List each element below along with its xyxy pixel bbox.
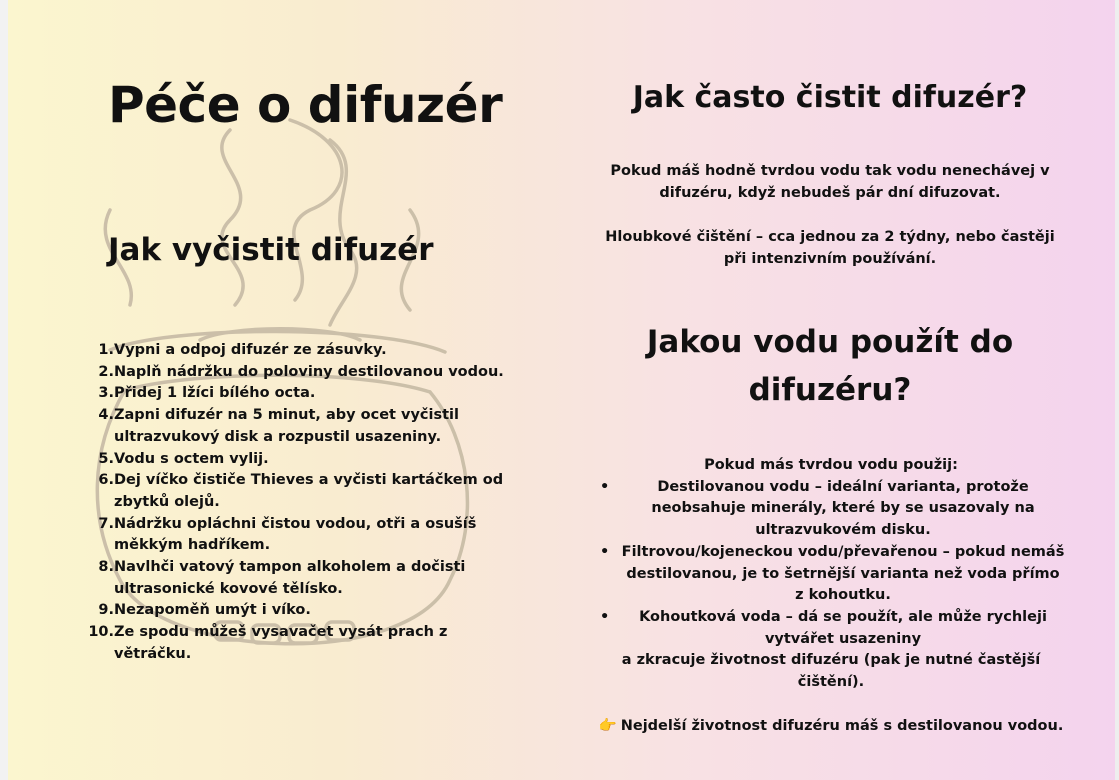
step-text: Vodu s octem vylij. (114, 450, 269, 467)
water-options-list (596, 477, 1066, 651)
water-option-text: Kohoutková voda – dá se použít, ale může rychleji vytvářet usazeniny (639, 608, 1047, 647)
page-right-edge (1115, 0, 1119, 780)
final-tip (596, 716, 1066, 738)
list-item (88, 470, 528, 513)
step-text: Nádržku opláchni čistou vodou, otři a osušíš měkkým hadříkem. (114, 515, 477, 554)
list-item (596, 607, 1066, 650)
step-number: 7. (98, 515, 114, 532)
step-number: 1. (98, 342, 114, 358)
cleaning-steps-list (88, 340, 528, 666)
hard-water-paragraph: Pokud máš hodně tvrdou vodu tak vodu nenechávej v difuzéru, když nebudeš pár dní difuzovat. (610, 163, 1050, 201)
step-text: Naplň nádržku do poloviny destilovanou vodou. (114, 363, 504, 380)
list-item (88, 362, 528, 384)
step-text: Nezapoměň umýt i víko. (114, 602, 311, 619)
list-item (88, 383, 528, 405)
page-title: Péče o difuzér (108, 76, 503, 134)
step-text: Zapni difuzér na 5 minut, aby ocet vyčistil ultrazvukový disk a rozpustil usazeniny. (114, 407, 459, 445)
bullet-icon: • (600, 608, 610, 625)
step-number: 5. (98, 450, 114, 467)
frequency-heading: Jak často čistit difuzér? (632, 80, 1028, 115)
bullet-icon: • (600, 478, 610, 495)
water-recommendations (596, 455, 1066, 737)
step-number: 4. (98, 407, 114, 424)
list-item (596, 542, 1066, 607)
list-item (88, 449, 528, 471)
water-intro: Pokud más tvrdou vodu použij: (704, 457, 958, 473)
deep-cleaning-paragraph: Hloubkové čištění – cca jednou za 2 týdny, nebo častěji při intenzivním používání. (605, 229, 1055, 267)
water-option-text: Destilovanou vodu – ideální varianta, protože neobsahuje minerály, které by se usazovaly na ultrazvukovém disku. (651, 478, 1035, 539)
water-option-text: Filtrovou/kojeneckou vodu/převařenou – pokud nemáš destilovanou, je to šetrnější varianta než voda přímo z kohoutku. (621, 543, 1065, 604)
list-item (88, 557, 528, 600)
step-number: 6. (98, 472, 114, 489)
step-text: Vypni a odpoj difuzér ze zásuvky. (114, 342, 387, 358)
step-text: Navlhči vatový tampon alkoholem a dočisti ultrasonické kovové tělísko. (114, 559, 466, 597)
list-item (88, 405, 528, 448)
step-number: 10. (88, 624, 114, 641)
pointing-hand-icon: 👉 (598, 717, 617, 734)
water-type-heading: Jakou vodu použít do difuzéru? (646, 324, 1014, 408)
step-text: Přidej 1 lžíci bílého octa. (114, 385, 316, 402)
step-text: Ze spodu můžeš vysavačet vysát prach z větráčku. (114, 624, 448, 662)
list-item (88, 514, 528, 557)
list-item (596, 477, 1066, 542)
list-item (88, 600, 528, 622)
page-left-edge (0, 0, 8, 780)
tap-water-continuation: a zkracuje životnost difuzéru (pak je nutné častější čištění). (621, 652, 1041, 691)
step-number: 9. (98, 602, 114, 619)
list-item (88, 340, 528, 362)
cleaning-section-heading: Jak vyčistit difuzér (108, 232, 434, 268)
list-item (88, 622, 528, 665)
step-number: 8. (98, 559, 114, 576)
step-text: Dej víčko čističe Thieves a vyčisti kartáčkem od zbytků olejů. (114, 472, 504, 510)
step-number: 2. (98, 363, 114, 380)
final-tip-text: Nejdelší životnost difuzéru máš s destilovanou vodou. (620, 717, 1064, 734)
bullet-icon: • (600, 543, 610, 560)
step-number: 3. (98, 385, 114, 402)
